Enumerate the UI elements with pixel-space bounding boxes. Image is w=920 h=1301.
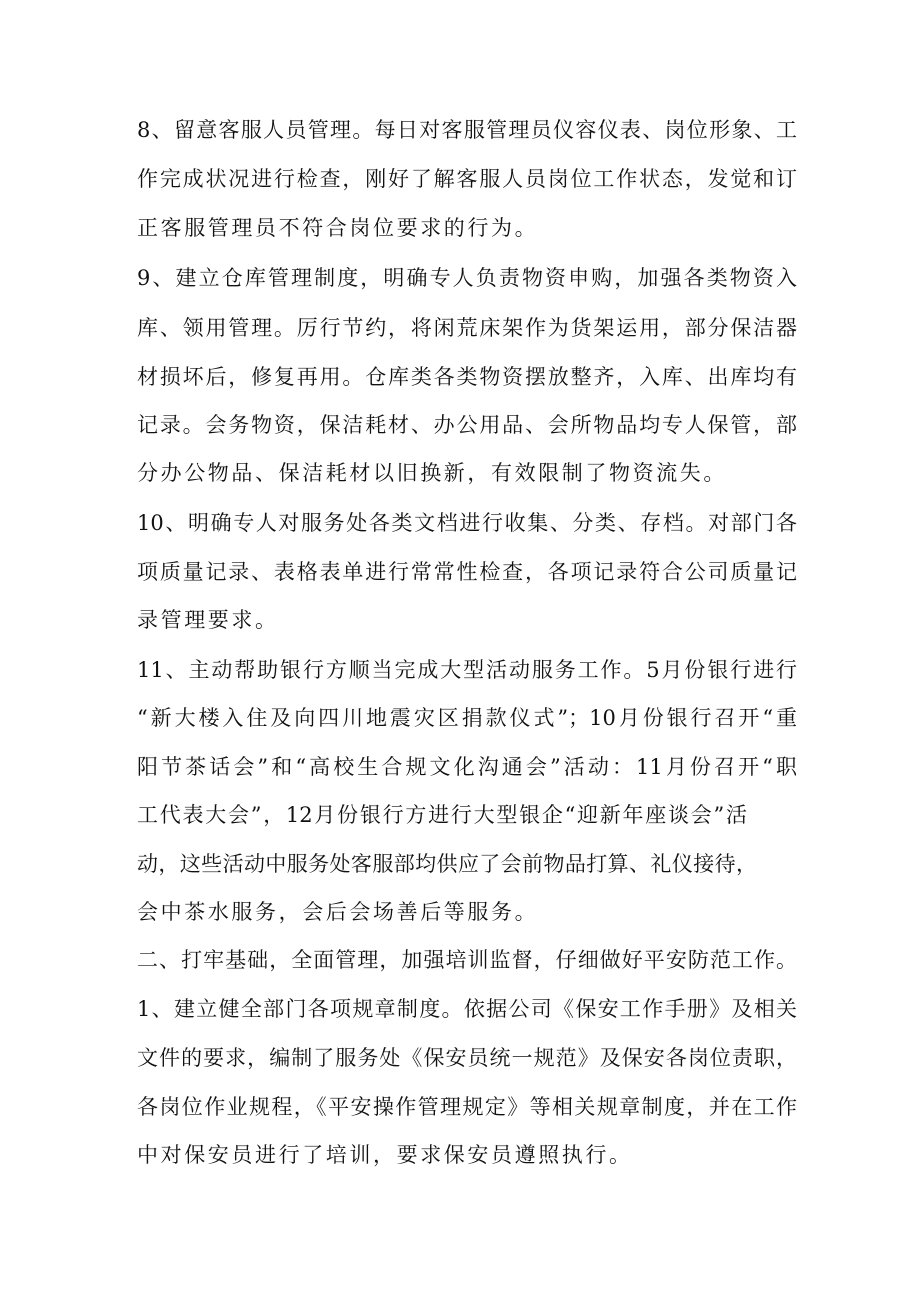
paragraph-line: 8、留意客服人员管理。每日对客服管理员仪容仪表、岗位形象、工 <box>137 118 797 142</box>
paragraph-line: 作完成状况进行检查，刚好了解客服人员岗位工作状态，发觉和订 <box>137 167 797 191</box>
paragraph-line: 文件的要求，编制了服务处《保安员统一规范》及保安各岗位责职， <box>137 1046 797 1070</box>
paragraph-line: 库、领用管理。厉行节约，将闲荒床架作为货架运用，部分保洁器 <box>137 316 797 340</box>
paragraph-line: 10、明确专人对服务处各类文档进行收集、分类、存档。对部门各 <box>137 511 797 535</box>
paragraph-line: 阳节茶话会”和“高校生合规文化沟通会”活动：11月份召开“职 <box>137 755 797 779</box>
paragraph-line: 1、建立健全部门各项规章制度。依据公司《保安工作手册》及相关 <box>137 997 797 1021</box>
paragraph-line: 9、建立仓库管理制度，明确专人负责物资申购，加强各类物资入 <box>137 266 797 290</box>
paragraph-line: 分办公物品、保洁耗材以旧换新，有效限制了物资流失。 <box>137 461 727 485</box>
paragraph-line: 项质量记录、表格表单进行常常性检查，各项记录符合公司质量记 <box>137 560 797 584</box>
paragraph-line: 中对保安员进行了培训，要求保安员遵照执行。 <box>137 1143 633 1167</box>
paragraph-line: 11、主动帮助银行方顺当完成大型活动服务工作。5月份银行进行 <box>137 658 797 682</box>
paragraph-line: “新大楼入住及向四川地震灾区捐款仪式”；10月份银行召开“重 <box>137 706 797 730</box>
paragraph-line: 工代表大会”，12月份银行方进行大型银企“迎新年座谈会”活 <box>137 803 747 827</box>
paragraph-line: 录管理要求。 <box>137 608 279 632</box>
paragraph-line: 材损坏后，修复再用。仓库类各类物资摆放整齐，入库、出库均有 <box>137 365 797 389</box>
section-heading: 二、打牢基础，全面管理，加强培训监督，仔细做好平安防范工作。 <box>137 948 797 972</box>
paragraph-line: 记录。会务物资，保洁耗材、办公用品、会所物品均专人保管，部 <box>137 413 797 437</box>
paragraph-line: 动，这些活动中服务处客服部均供应了会前物品打算、礼仪接待， <box>137 852 757 876</box>
paragraph-line: 各岗位作业规程，《平安操作管理规定》等相关规章制度，并在工作 <box>137 1095 797 1119</box>
paragraph-line: 正客服管理员不符合岗位要求的行为。 <box>137 216 539 240</box>
paragraph-line: 会中茶水服务，会后会场善后等服务。 <box>137 900 539 924</box>
